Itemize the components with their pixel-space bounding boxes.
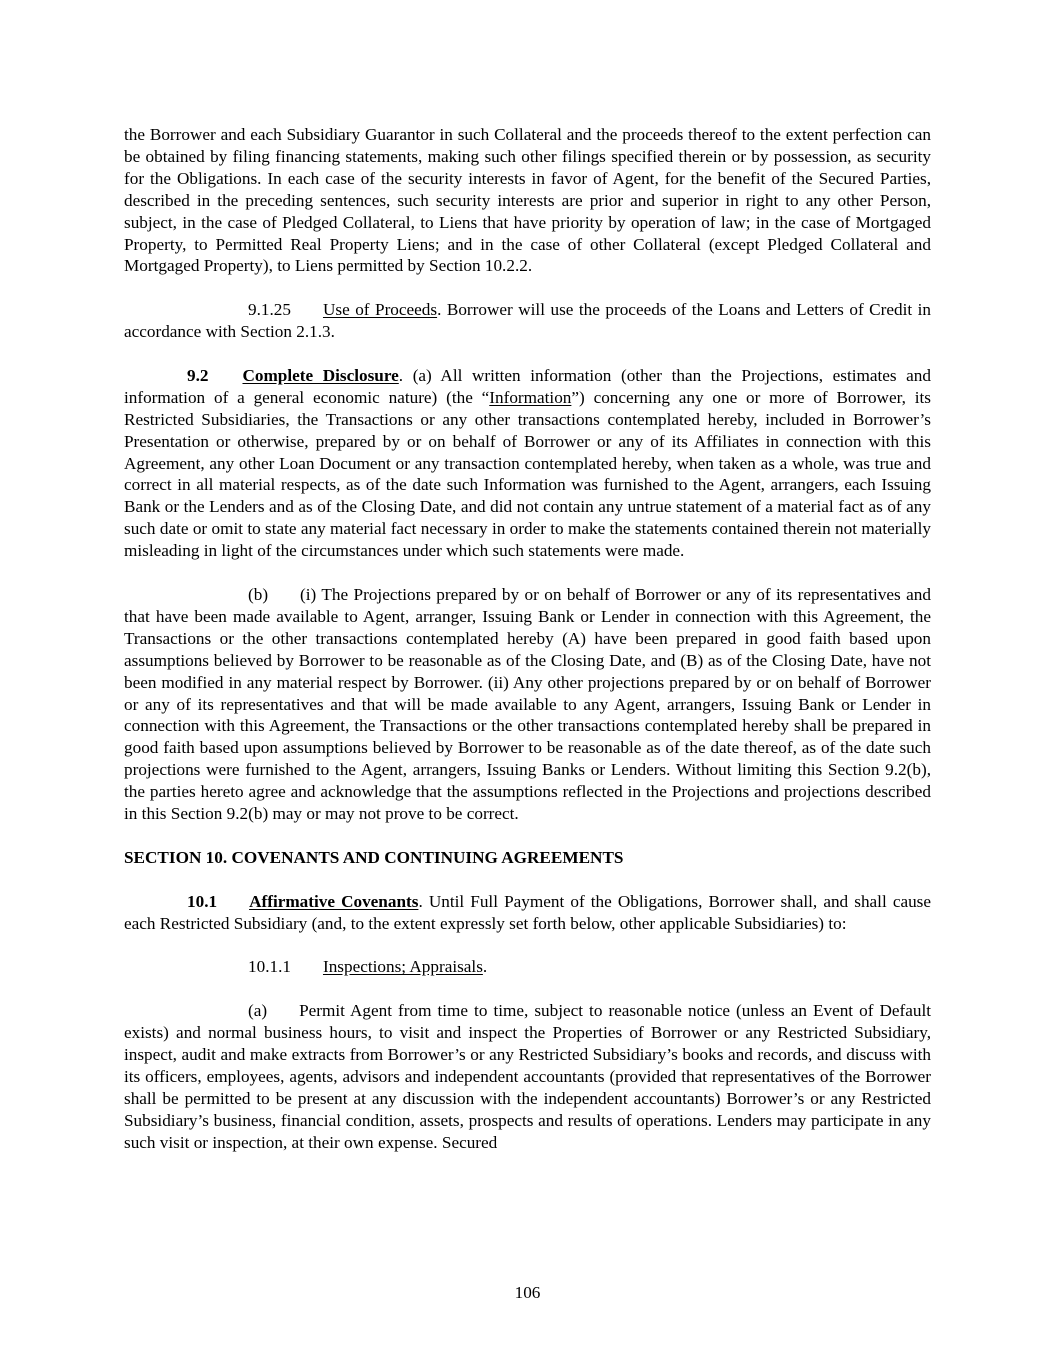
document-page [124,124,931,1175]
section-text: . [482,957,488,977]
clause-label: (a) [248,1001,268,1021]
paragraph-10-1 [124,891,931,935]
section-text: . Borrower will use the proceeds of the Loans and Letters of Credit in accordance with Section 2.1.3. [124,300,932,342]
section-text: . (a) All written information (other than the Projections, estimates and information of a general economic nature) (the “ [124,365,931,407]
section-number: 10.1 [187,891,218,911]
paragraph-9-1-25 [124,299,931,343]
section-text: ”) concerning any one or more of Borrower, its Restricted Subsidiaries, the Transactions or any other transactions contemplated hereby, included in Borrower’s Presentation or otherwise, prepared by or on behalf of Borrower or any of its Affiliates in connection with this Agreement, any other Loan Document or any transaction contemplated hereby, when taken as a whole, was true and correct in all material respects, as of the date such Information was furnished to the Agent, arrangers, each Issuing Bank or the Lenders and as of the Closing Date, and did not contain any untrue statement of a material fact as of any such date or omit to state any material fact necessary in order to make the statements contained therein not materially misleading in light of the circumstances under which such statements were made. [124,387,931,561]
page-number: 106 [514,1283,541,1302]
paragraph-10-1-1 [124,956,931,978]
section-number: 9.2 [187,365,209,385]
paragraph-collateral-continuation: the Borrower and each Subsidiary Guarantor in such Collateral and the proceeds thereof to the extent perfection can be obtained by filing financing statements, making such other filings specified therein or by possession, as security for the Obligations. In each case of the security interests in favor of Agent, for the benefit of the Secured Parties, described in the preceding sentences, such security interests are prior and superior in right to any other Person, subject, in the case of Pledged Collateral, to Liens that have priority by operation of law; in the case of Mortgaged Property, to Permitted Real Property Liens; and in the case of other Collateral (except Pledged Collateral and Mortgaged Property), to Liens permitted by Section 10.2.2. [124,125,931,276]
clause-text: Permit Agent from time to time, subject to reasonable notice (unless an Event of Default exists) and normal business hours, to visit and inspect the Properties of Borrower or any Restricted Subsidiary, inspect, audit and make extracts from Borrower’s or any Restricted Subsidiary’s books and records, and discuss with its officers, employees, agents, advisors and independent accountants (provided that representatives of the Borrower shall be permitted to be present at any discussion with the independent accountants) Borrower’s or any Restricted Subsidiary’s business, financial condition, assets, prospects and results of operations. Lenders may participate in any such visit or inspection, at their own expense. Secured [124,1001,931,1152]
section-number: 10.1.1 [248,957,291,977]
section-title: Complete Disclosure [242,365,399,385]
defined-term: Information [489,387,572,407]
section-10-heading: SECTION 10. COVENANTS AND CONTINUING AGREEMENTS [124,847,624,867]
clause-text: (i) The Projections prepared by or on behalf of Borrower or any of its representatives and that have been made available to Agent, arranger, Issuing Bank or Lender in connection with this Agreement, the Transactions or the other transactions contemplated hereby (A) have been prepared in good faith based upon assumptions believed by Borrower to be reasonable as of the Closing Date, and (B) as of the Closing Date, have not been modified in any material respect by Borrower. (ii) Any other projections prepared by or on behalf of Borrower or any of its representatives and that will be made available to any Agent, arrangers, Issuing Bank or Lender in connection with this Agreement, the Transactions or the other transactions contemplated hereby shall be prepared in good faith based upon assumptions believed by Borrower to be reasonable as of the date thereof, as of the date such projections were furnished to the Agent, arrangers, Issuing Banks or Lenders. Without limiting this Section 9.2(b), the parties hereto agree and acknowledge that the assumptions reflected in the Projections and projections described in this Section 9.2(b) may or may not prove to be correct. [124,584,931,824]
clause-label: (b) [248,584,269,604]
paragraph-10-1-1-a [124,1000,931,1153]
paragraph-9-2-b [124,584,931,825]
section-title: Use of Proceeds [322,300,438,320]
section-number: 9.1.25 [248,300,291,320]
section-title: Inspections; Appraisals [322,957,483,977]
paragraph-9-2 [124,365,931,562]
section-text: . Until Full Payment of the Obligations, Borrower shall, and shall cause each Restricted Subsidiary (and, to the extent expressly set forth below, other applicable Subsidiaries) to: [124,891,931,933]
section-title: Affirmative Covenants [249,891,419,911]
